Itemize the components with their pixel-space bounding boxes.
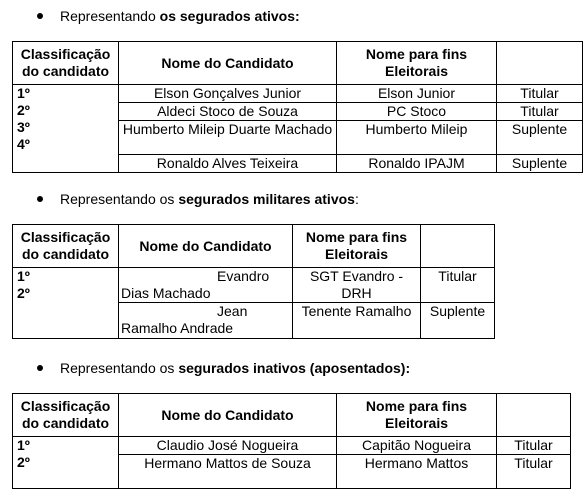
bullet-icon	[37, 13, 43, 19]
candidate-name: Evandro Dias Machado	[119, 268, 293, 303]
header-electoral-name: Nome para fins Eleitorais	[337, 394, 497, 437]
candidate-name: Aldeci Stoco de Souza	[119, 103, 337, 121]
rank-cell	[13, 85, 119, 173]
electoral-name: Hermano Mattos	[337, 455, 497, 489]
header-classification: Classificação do candidato	[13, 394, 119, 437]
candidate-name: Hermano Mattos de Souza	[119, 455, 337, 489]
rank-label: 3º	[17, 119, 30, 135]
candidate-role: Titular	[497, 437, 571, 455]
electoral-name: Elson Junior	[337, 85, 497, 103]
rank-label: 1º	[17, 85, 30, 101]
header-role	[497, 42, 583, 85]
military-insured-table	[12, 224, 495, 339]
candidate-role: Suplente	[497, 121, 583, 155]
bullet-icon	[37, 365, 43, 371]
inactive-insured-table	[12, 393, 571, 489]
header-candidate-name: Nome do Candidato	[119, 394, 337, 437]
header-candidate-name: Nome do Candidato	[119, 42, 337, 85]
candidate-role: Titular	[497, 103, 583, 121]
candidate-name: Elson Gonçalves Junior	[119, 85, 337, 103]
candidate-role: Titular	[497, 455, 571, 489]
candidate-role: Titular	[497, 85, 583, 103]
candidate-name: Claudio José Nogueira	[119, 437, 337, 455]
electoral-name: Tenente Ramalho	[293, 303, 421, 339]
rank-cell	[13, 268, 119, 339]
header-role	[497, 394, 571, 437]
electoral-name: Capitão Nogueira	[337, 437, 497, 455]
rank-label: 2º	[17, 454, 30, 470]
header-role	[421, 225, 495, 268]
candidate-name: Humberto Mileip Duarte Machado	[119, 121, 337, 155]
electoral-name: Ronaldo IPAJM	[337, 155, 497, 173]
rank-label: 2º	[17, 285, 30, 301]
candidate-name: Ronaldo Alves Teixeira	[119, 155, 337, 173]
header-candidate-name: Nome do Candidato	[119, 225, 293, 268]
header-classification: Classificação do candidato	[13, 225, 119, 268]
header-electoral-name: Nome para fins Eleitorais	[337, 42, 497, 85]
candidate-role: Titular	[421, 268, 495, 303]
bullet-icon	[37, 196, 43, 202]
header-classification: Classificação do candidato	[13, 42, 119, 85]
header-electoral-name: Nome para fins Eleitorais	[293, 225, 421, 268]
rank-label: 2º	[17, 102, 30, 118]
electoral-name: PC Stoco	[337, 103, 497, 121]
electoral-name: Humberto Mileip	[337, 121, 497, 155]
rank-label: 1º	[17, 437, 30, 453]
electoral-name: SGT Evandro - DRH	[293, 268, 421, 303]
candidate-role: Suplente	[421, 303, 495, 339]
candidate-role: Suplente	[497, 155, 583, 173]
rank-cell	[13, 437, 119, 489]
rank-label: 4º	[17, 136, 30, 152]
active-insured-table	[12, 41, 583, 173]
candidate-name: Jean Ramalho Andrade	[119, 303, 293, 339]
rank-label: 1º	[17, 268, 30, 284]
